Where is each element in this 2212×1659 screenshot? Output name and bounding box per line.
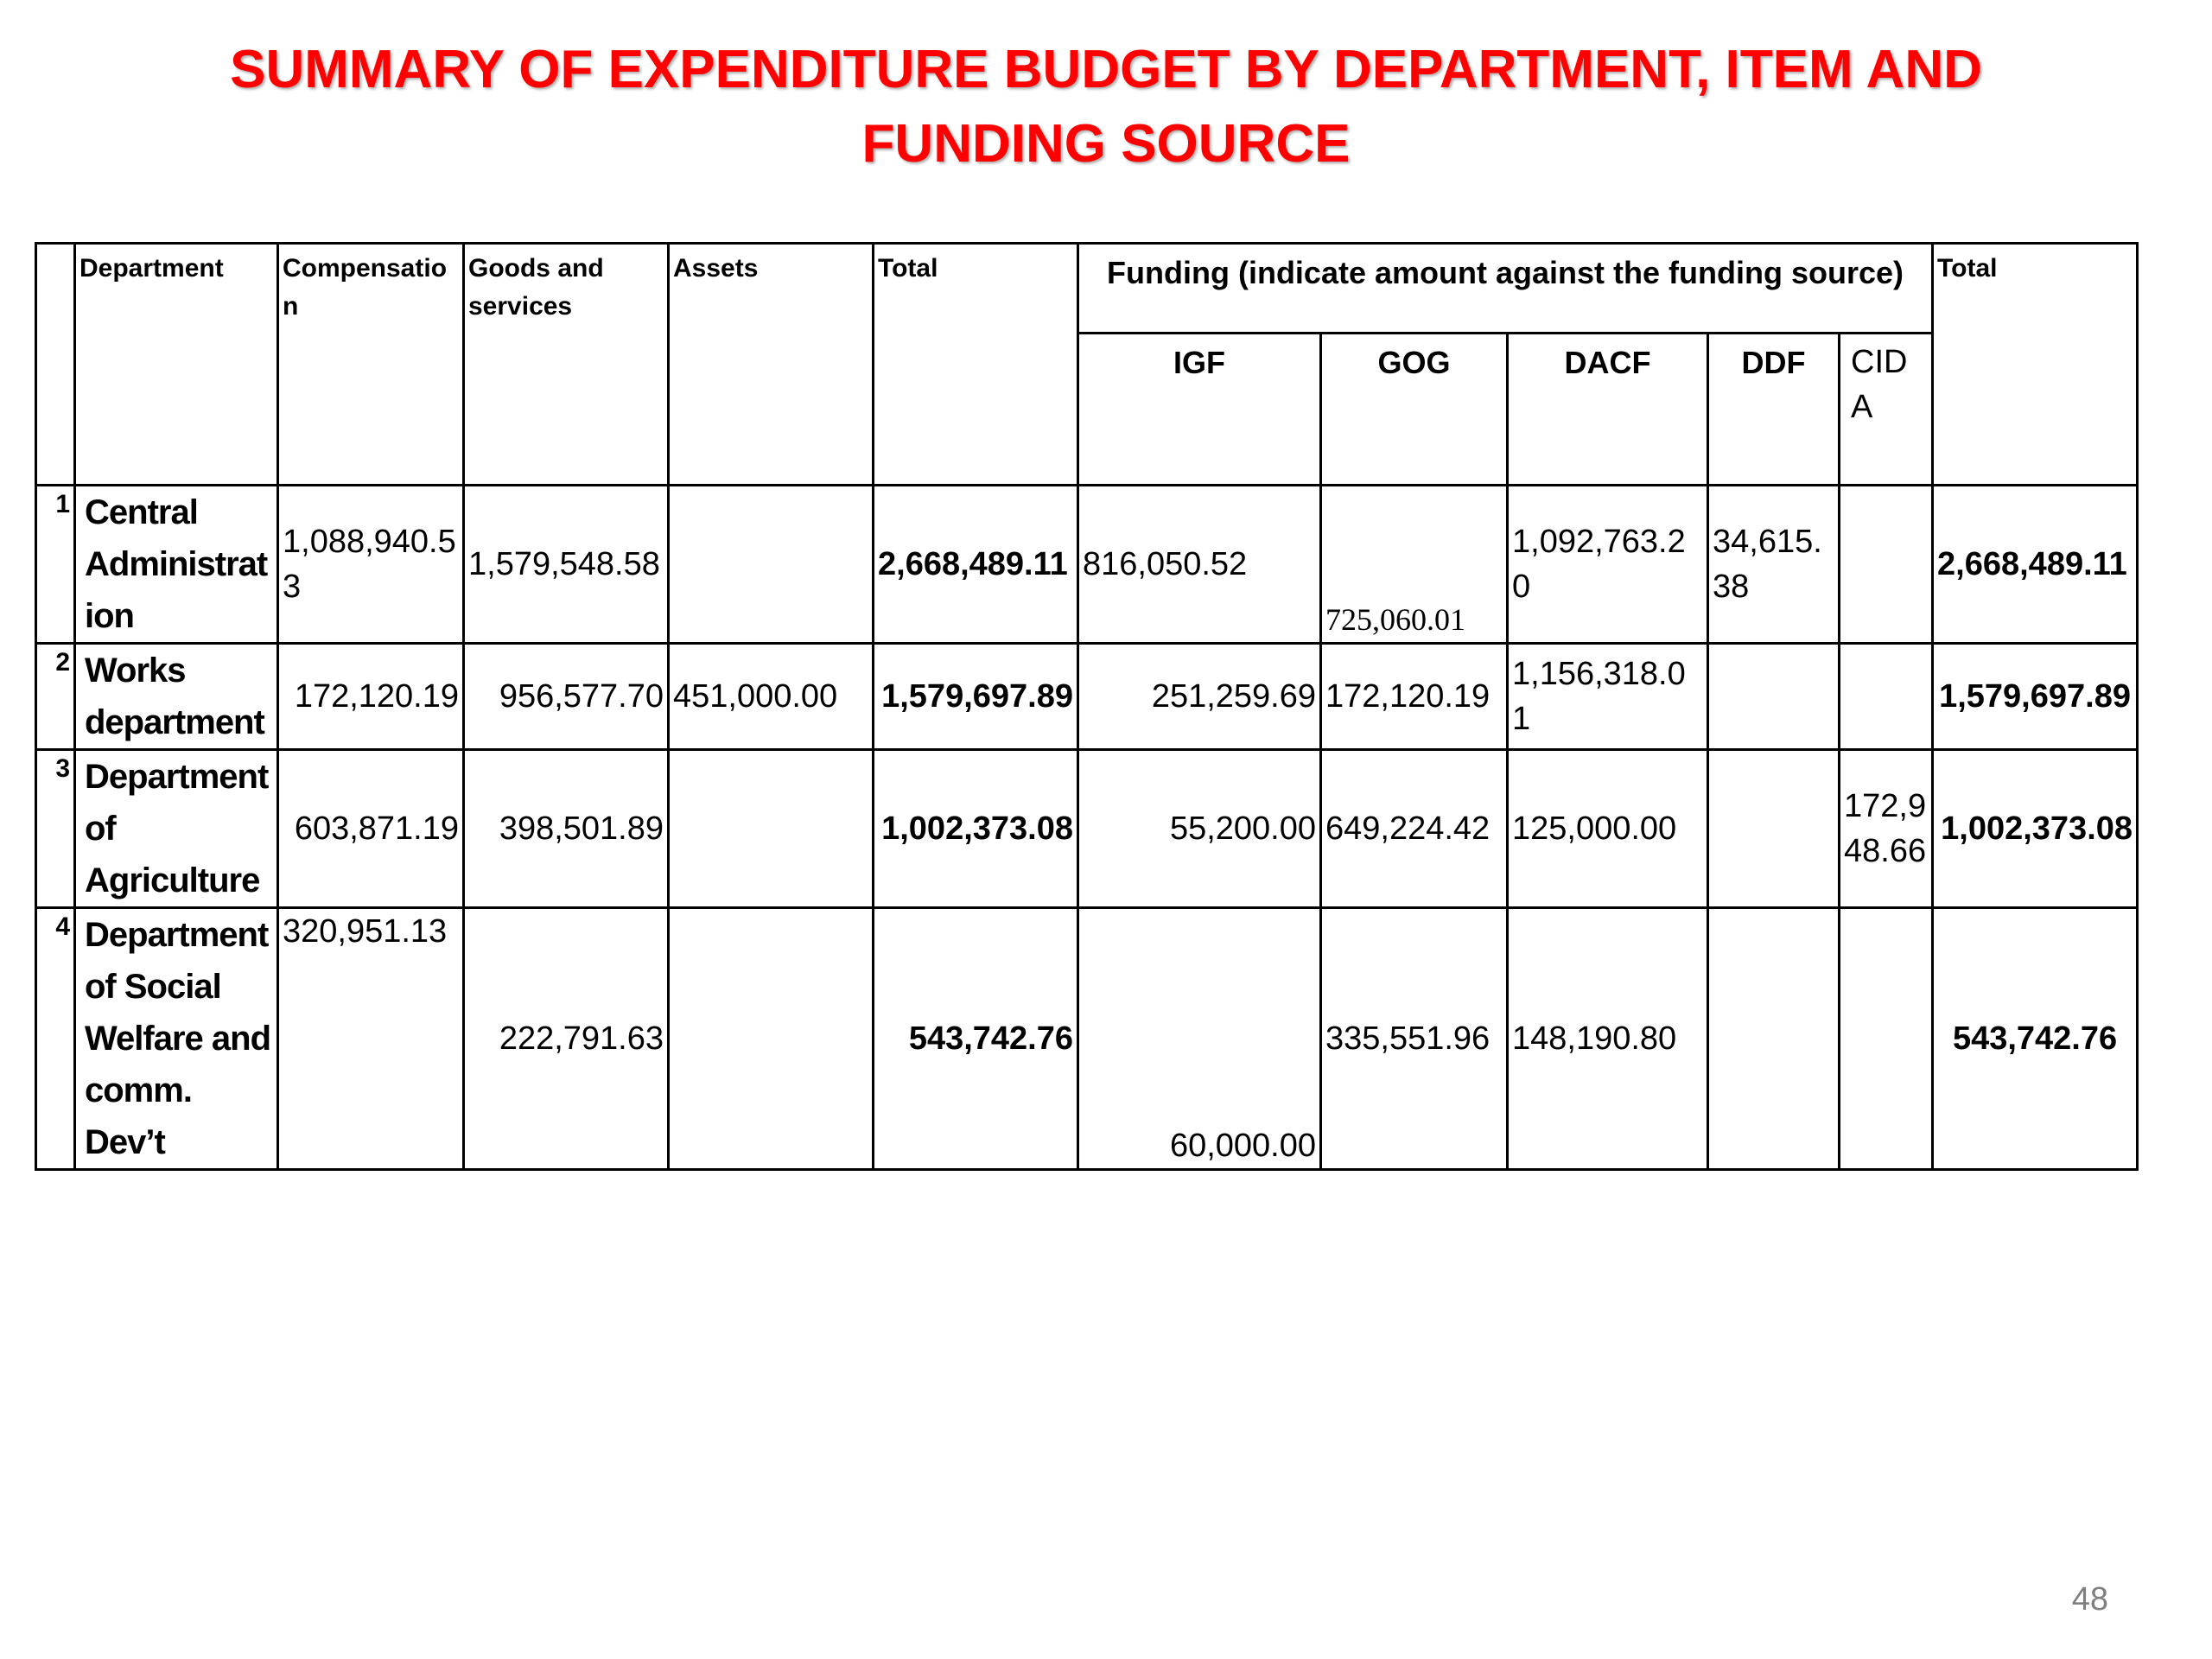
row-number: 1 bbox=[36, 486, 75, 644]
row-department: Department of Agriculture bbox=[75, 750, 278, 908]
row-goods-services: 222,791.63 bbox=[464, 908, 669, 1170]
row-cida bbox=[1840, 644, 1933, 750]
row-assets bbox=[669, 750, 874, 908]
row-igf: 60,000.00 bbox=[1078, 908, 1321, 1170]
row-igf: 251,259.69 bbox=[1078, 644, 1321, 750]
row-goods-services: 956,577.70 bbox=[464, 644, 669, 750]
row-cida: 172,948.66 bbox=[1840, 750, 1933, 908]
header-department: Department bbox=[75, 244, 278, 486]
row-grand-total: 543,742.76 bbox=[1933, 908, 2138, 1170]
row-ddf bbox=[1708, 644, 1840, 750]
row-cida bbox=[1840, 908, 1933, 1170]
row-assets bbox=[669, 908, 874, 1170]
row-gog: 649,224.42 bbox=[1321, 750, 1508, 908]
row-ddf bbox=[1708, 908, 1840, 1170]
row-assets bbox=[669, 486, 874, 644]
row-compensation: 320,951.13 bbox=[278, 908, 464, 1170]
row-assets: 451,000.00 bbox=[669, 644, 874, 750]
row-compensation: 172,120.19 bbox=[278, 644, 464, 750]
header-compensation: Compensation bbox=[278, 244, 464, 486]
row-department: Department of Social Welfare and comm. Dev’t bbox=[75, 908, 278, 1170]
row-number: 3 bbox=[36, 750, 75, 908]
table-row bbox=[36, 486, 2138, 644]
table-row bbox=[36, 750, 2138, 908]
row-grand-total: 1,002,373.08 bbox=[1933, 750, 2138, 908]
page-number: 48 bbox=[2071, 1581, 2108, 1618]
row-gog: 335,551.96 bbox=[1321, 908, 1508, 1170]
row-ddf: 34,615.38 bbox=[1708, 486, 1840, 644]
row-total: 543,742.76 bbox=[874, 908, 1078, 1170]
header-assets: Assets bbox=[669, 244, 874, 486]
slide-title: SUMMARY OF EXPENDITURE BUDGET BY DEPARTMENT, ITEM AND FUNDING SOURCE bbox=[230, 40, 1982, 174]
header-cida: CIDA bbox=[1840, 334, 1933, 486]
header-goods-services: Goods and services bbox=[464, 244, 669, 486]
row-grand-total: 2,668,489.11 bbox=[1933, 486, 2138, 644]
row-number: 2 bbox=[36, 644, 75, 750]
row-number: 4 bbox=[36, 908, 75, 1170]
header-gog: GOG bbox=[1321, 334, 1508, 486]
row-dacf: 1,092,763.20 bbox=[1508, 486, 1708, 644]
row-goods-services: 398,501.89 bbox=[464, 750, 669, 908]
row-cida bbox=[1840, 486, 1933, 644]
row-gog: 725,060.01 bbox=[1321, 486, 1508, 644]
row-total: 2,668,489.11 bbox=[874, 486, 1078, 644]
row-department: Works department bbox=[75, 644, 278, 750]
table-row bbox=[36, 908, 2138, 1170]
row-dacf: 125,000.00 bbox=[1508, 750, 1708, 908]
row-igf: 816,050.52 bbox=[1078, 486, 1321, 644]
header-total: Total bbox=[874, 244, 1078, 486]
row-department: Central Administration bbox=[75, 486, 278, 644]
row-igf: 55,200.00 bbox=[1078, 750, 1321, 908]
row-total: 1,579,697.89 bbox=[874, 644, 1078, 750]
table-header-row bbox=[36, 244, 2138, 334]
row-compensation: 603,871.19 bbox=[278, 750, 464, 908]
row-total: 1,002,373.08 bbox=[874, 750, 1078, 908]
row-compensation: 1,088,940.53 bbox=[278, 486, 464, 644]
row-number-header bbox=[36, 244, 75, 486]
row-ddf bbox=[1708, 750, 1840, 908]
row-dacf: 148,190.80 bbox=[1508, 908, 1708, 1170]
header-grand-total: Total bbox=[1933, 244, 2138, 486]
header-igf: IGF bbox=[1078, 334, 1321, 486]
header-funding: Funding (indicate amount against the funding source) bbox=[1078, 244, 1933, 334]
table-row bbox=[36, 644, 2138, 750]
budget-table bbox=[35, 242, 2139, 1171]
row-dacf: 1,156,318.01 bbox=[1508, 644, 1708, 750]
row-gog: 172,120.19 bbox=[1321, 644, 1508, 750]
header-dacf: DACF bbox=[1508, 334, 1708, 486]
header-ddf: DDF bbox=[1708, 334, 1840, 486]
row-goods-services: 1,579,548.58 bbox=[464, 486, 669, 644]
row-grand-total: 1,579,697.89 bbox=[1933, 644, 2138, 750]
